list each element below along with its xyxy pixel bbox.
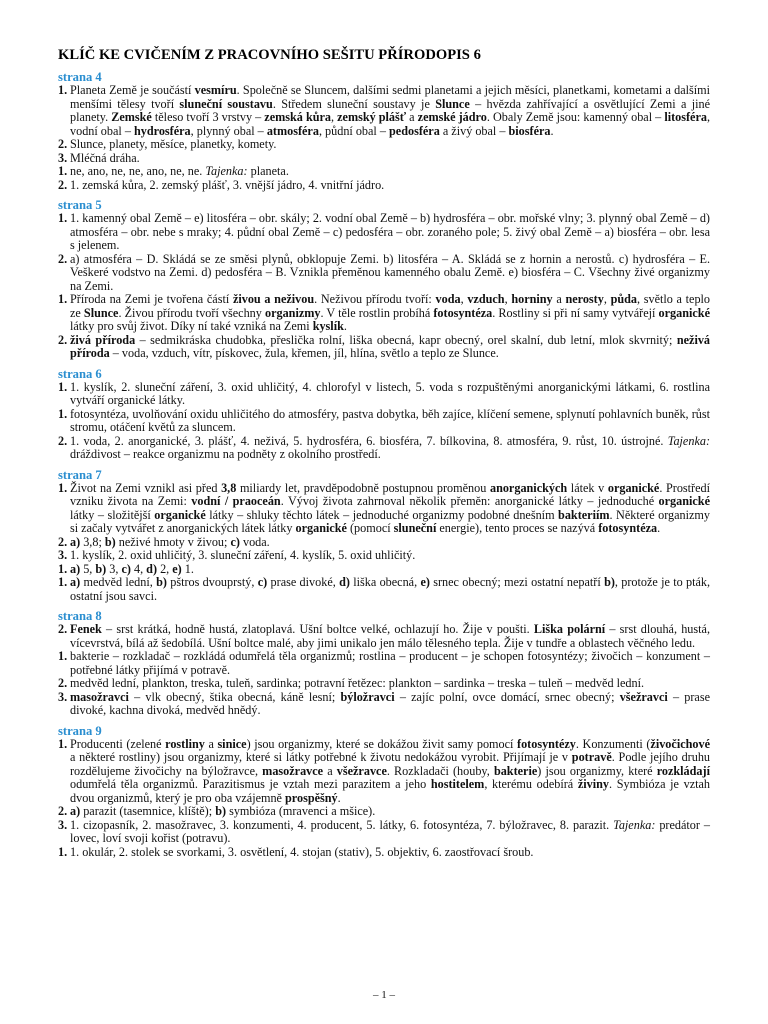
exercise-number: 1. <box>58 406 68 421</box>
exercise-answer: živá příroda – sedmikráska chudobka, přeslička rolní, liška obecná, kapr obecný, orel skalní, dub letní, mlok skvrnitý; neživá příroda – voda, vzduch, vítr, pískovec, žula, křemen, jíl, hlína, světlo a teplo ze Slunce. <box>70 332 711 360</box>
exercise-number: 1. <box>58 649 68 663</box>
exercise-item <box>58 381 710 408</box>
section-heading: strana 7 <box>58 467 102 482</box>
exercise-number: 1. <box>58 844 68 859</box>
exercise-answer: masožravci – vlk obecný, štika obecná, káně lesní; býložravci – zajíc polní, ovce domácí, srnec obecný; všežravci – prase divoké, kachna divoká, medvěd hnědý. <box>70 689 710 717</box>
exercise-number: 2. <box>58 332 68 347</box>
exercise-number: 2. <box>58 137 68 151</box>
exercise-item <box>58 165 710 179</box>
exercise-number: 1. <box>58 480 68 495</box>
exercise-item <box>58 536 710 550</box>
exercise-answer: ne, ano, ne, ne, ano, ne, ne. Tajenka: planeta. <box>70 164 289 178</box>
exercise-item <box>58 846 710 860</box>
exercise-number: 1. <box>58 211 68 225</box>
document-title: KLÍČ KE CVIČENÍM Z PRACOVNÍHO SEŠITU PŘÍRODOPIS 6 <box>58 47 481 63</box>
exercise-number: 1. <box>58 292 68 306</box>
section-heading: strana 5 <box>58 198 102 212</box>
section <box>58 468 710 604</box>
exercise-answer: 1. kamenný obal Země – e) litosféra – obr. skály; 2. vodní obal Země – b) hydrosféra – obr. mořské vlny; 3. plynný obal Země – d) atmosféra – obr. nebe s mraky; 4. půdní obal Země – c) pedosféra – obr. zoraného pole; 5. živý obal Země – a) biosféra – obr. lesa s jelenem. <box>70 211 710 252</box>
exercise-item <box>58 212 710 253</box>
exercise-item <box>58 253 710 294</box>
exercise-item <box>58 293 710 334</box>
exercise-answer: 1. kyslík, 2. sluneční záření, 3. oxid uhličitý, 4. chlorofyl v listech, 5. voda s rozpuštěnými anorganickými látkami, 6. rostlina vytváří organické látky. <box>70 379 710 407</box>
exercise-answer: 1. okulár, 2. stolek se svorkami, 3. osvětlení, 4. stojan (stativ), 5. objektiv, 6. zaostřovací šroub. <box>70 844 534 859</box>
exercise-answer: Planeta Země je součástí vesmíru. Společně se Sluncem, dalšími sedmi planetami a jejich měsíci, planetkami, kometami a dalšími menšími tělesy tvoří sluneční soustavu. Středem sluneční soustavy je Slunce – hvězda zahřívající a osvětlující Zemi a jiné planety. Zemské těleso tvoří 3 vrstvy – zemská kůra, zemský plášť a zemské jádro. Obaly Země jsou: kamenný obal – litosféra, vodní obal – hydrosféra, plynný obal – atmosféra, půdní obal – pedosféra a živý obal – biosféra. <box>70 83 710 138</box>
exercise-item <box>58 805 710 819</box>
section <box>58 198 710 361</box>
exercise-number: 1. <box>58 164 68 178</box>
section <box>58 609 710 718</box>
exercise-answer: Mléčná dráha. <box>70 150 140 165</box>
exercise-number: 3. <box>58 689 68 704</box>
exercise-number: 1. <box>58 575 68 589</box>
exercise-item <box>58 179 710 193</box>
exercise-item <box>58 408 710 435</box>
exercise-number: 1. <box>58 561 68 576</box>
exercise-item <box>58 549 710 563</box>
exercise-answer: 1. kyslík, 2. oxid uhličitý, 3. sluneční záření, 4. kyslík, 5. oxid uhličitý. <box>70 548 416 562</box>
exercise-answer: a) atmosféra – D. Skládá se ze směsi plynů, obklopuje Zemi. b) litosféra – A. Skládá se z hornin a nerostů. c) hydrosféra – E. Veškeré vodstvo na Zemi. d) pedosféra – B. Vznikla přeměnou kamenného obalu Země. e) biosféra – C. Všechny živé organizmy na Zemi. <box>70 251 710 293</box>
exercise-answer: Život na Zemi vznikl asi před 3,8 miliardy let, pravděpodobně postupnou proměnou anorganických látek v organické. Prostředí vzniku života na Zemi: vodní / praoceán. Vývoj života zahrnoval několik přeměn: anorganické látky – jednoduché organické látky – složitější organické látky – shluky těchto látek – jednoduché organizmy podobné dnešním bakteriím. Některé organizmy si začaly vytvářet z anorganických látek látky organické (pomocí sluneční energie), tento proces se nazývá fotosyntéza. <box>70 480 711 535</box>
exercise-answer: fotosyntéza, uvolňování oxidu uhličitého do atmosféry, pastva dobytka, běh zajíce, klíčení semene, splynutí pohlavních buněk, růst stromu, otáčení květů za sluncem. <box>70 406 710 434</box>
exercise-number: 3. <box>58 817 68 832</box>
section <box>58 367 710 462</box>
exercise-item <box>58 738 710 806</box>
exercise-number: 2. <box>58 251 68 266</box>
exercise-number: 2. <box>58 622 68 636</box>
exercise-item <box>58 435 710 462</box>
exercise-number: 2. <box>58 804 68 818</box>
exercise-item <box>58 482 710 536</box>
exercise-answer: Fenek – srst krátká, hodně hustá, zlatoplavá. Ušní boltce velké, ochlazují ho. Žije v poušti. Liška polární – srst dlouhá, hustá, vícevrstvá, bílá až šedobílá. Ušní boltce malé, aby jimi unikalo jen málo tělesného tepla. Žije v tundře a oblastech věčného ledu. <box>70 622 710 650</box>
exercise-item <box>58 334 710 361</box>
section-heading: strana 8 <box>58 609 102 623</box>
exercise-item <box>58 819 710 846</box>
exercise-number: 1. <box>58 83 68 97</box>
exercise-number: 1. <box>58 379 68 394</box>
exercise-answer: a) 3,8; b) neživé hmoty v živou; c) voda. <box>70 534 270 549</box>
exercise-number: 3. <box>58 548 68 562</box>
exercise-answer: a) parazit (tasemnice, klíště); b) symbióza (mravenci a mšice). <box>70 804 376 818</box>
exercise-answer: 1. zemská kůra, 2. zemský plášť, 3. vnější jádro, 4. vnitřní jádro. <box>70 177 385 192</box>
exercise-item <box>58 576 710 603</box>
section <box>58 70 710 192</box>
exercise-answer: 1. voda, 2. anorganické, 3. plášť, 4. neživá, 5. hydrosféra, 6. biosféra, 7. bílkovina, 8. atmosféra, 9. růst, 10. ústrojné. Tajenka: dráždivost – reakce organizmu na podněty z okolního prostředí. <box>70 433 710 461</box>
section <box>58 724 710 860</box>
exercise-item <box>58 623 710 650</box>
exercise-number: 1. <box>58 736 68 751</box>
exercise-answer: a) medvěd lední, b) pštros dvouprstý, c) prase divoké, d) liška obecná, e) srnec obecný; mezi ostatní nepatří b), protože je to pták, ostatní jsou savci. <box>70 575 711 603</box>
document-page <box>58 46 710 865</box>
exercise-number: 2. <box>58 534 68 549</box>
exercise-item <box>58 563 710 577</box>
exercise-answer: Příroda na Zemi je tvořena částí živou a neživou. Neživou přírodu tvoří: voda, vzduch, horniny a nerosty, půda, světlo a teplo ze Slunce. Živou přírodu tvoří všechny organizmy. V těle rostlin probíhá fotosyntéza. Rostliny si při ní samy vytvářejí organické látky pro svůj život. Díky ní také vzniká na Zemi kyslík. <box>70 292 711 333</box>
page-number: – 1 – <box>373 989 395 1001</box>
section-heading: strana 9 <box>58 723 102 738</box>
exercise-item <box>58 138 710 152</box>
exercise-item <box>58 677 710 691</box>
exercise-answer: bakterie – rozkladač – rozkládá odumřelá těla organizmů; rostlina – producent – je schopen fotosyntézy; živočich – konzument – potřebné látky přijímá v potravě. <box>70 649 710 677</box>
exercise-answer: Slunce, planety, měsíce, planetky, komety. <box>70 137 277 151</box>
exercise-answer: a) 5, b) 3, c) 4, d) 2, e) 1. <box>70 561 194 576</box>
section-heading: strana 4 <box>58 70 102 84</box>
section-heading: strana 6 <box>58 366 102 381</box>
exercise-item <box>58 691 710 718</box>
exercise-number: 2. <box>58 676 68 690</box>
exercise-number: 2. <box>58 177 68 192</box>
exercise-number: 2. <box>58 433 68 448</box>
exercise-item <box>58 650 710 677</box>
exercise-item <box>58 152 710 166</box>
exercise-number: 3. <box>58 150 68 165</box>
exercise-item <box>58 84 710 138</box>
exercise-answer: 1. cizopasník, 2. masožravec, 3. konzumenti, 4. producent, 5. látky, 6. fotosyntéza, 7. býložravec, 8. parazit. Tajenka: predátor – lovec, loví svoji kořist (potravu). <box>70 817 710 845</box>
exercise-answer: medvěd lední, plankton, treska, tuleň, sardinka; potravní řetězec: plankton – sardinka – treska – tuleň – medvěd lední. <box>70 676 644 690</box>
exercise-answer: Producenti (zelené rostliny a sinice) jsou organizmy, které se dokážou živit samy pomocí fotosyntézy. Konzumenti (živočichové a některé rostliny) jsou organizmy, které si látky potřebné k životu nedokážou vyrobit. Přijímají je v potravě. Podle jejího druhu rozdělujeme živočichy na býložravce, masožravce a všežravce. Rozkladači (houby, bakterie) jsou organizmy, které rozkládají odumřelá těla organizmů. Parazitismus je vztah mezi parazitem a jeho hostitelem, kterému odebírá živiny. Symbióza je vztah dvou organizmů, který je pro oba vzájemně prospěšný. <box>70 736 711 805</box>
sections-container <box>58 70 710 859</box>
